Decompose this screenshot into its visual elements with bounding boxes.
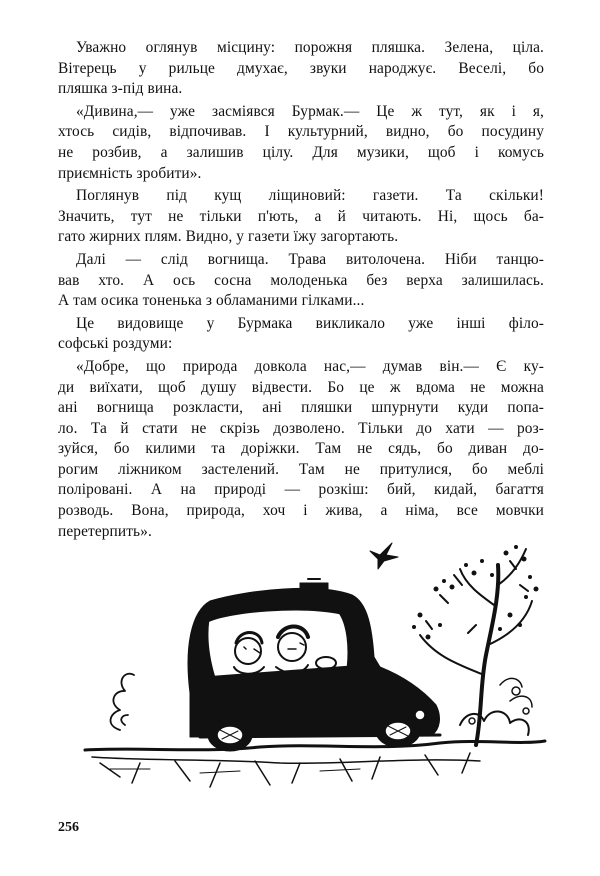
text-line: рогим ліжником застелений. Там не притулися, бо меблі	[58, 460, 544, 478]
text-line: пляшка з-під вина.	[58, 80, 183, 98]
paragraph-2	[58, 102, 544, 184]
text-line: Поглянув під кущ ліщиновий: газети. Та скільки!	[76, 187, 544, 205]
text-line: ди виїхати, щоб душу відвести. Бо це ж вдома не можна	[58, 378, 544, 396]
text-line: А там осика тоненька з обламаними гілками...	[58, 292, 365, 310]
paragraph-6	[58, 357, 544, 542]
text-line: Це видовище у Бурмака викликало уже інші філо-	[76, 314, 544, 332]
text-line: зуйся, бо килими та доріжки. Там не сядь, бо диван до-	[58, 440, 544, 458]
car-in-forest-illustration	[80, 525, 550, 800]
text-line: Значить, тут не тільки п'ють, а й читають. Ні, щось ба-	[58, 207, 544, 225]
text-line: Уважно оглянув місцину: порожня пляшка. Зелена, ціла.	[76, 39, 544, 56]
text-line: приємність зробити».	[58, 164, 202, 182]
page-number: 256	[58, 820, 79, 835]
text-line: вав хто. А ось сосна молоденька без верха залишилась.	[58, 271, 544, 289]
text-line: ані вогнища розкласти, ані пляшки шпурнути куди попа-	[58, 399, 544, 417]
ground-illustration	[85, 741, 545, 787]
body-text	[58, 38, 544, 544]
text-line: поліровані. А на природі — розкіш: бий, кидай, багаття	[58, 481, 544, 499]
text-line: софські роздуми:	[58, 335, 173, 353]
car-illustration	[188, 579, 440, 737]
text-line: гато жирних плям. Видно, у газети їжу загортають.	[58, 228, 399, 246]
text-line: Далі — слід вогнища. Трава витолочена. Ніби танцю-	[76, 250, 544, 268]
text-line: ло. Та й стати не скрізь дозволено. Тільки до хати — роз-	[58, 419, 544, 437]
exhaust-smoke-illustration	[111, 674, 134, 730]
text-line: хтось сидів, відпочивав. І культурний, видно, бо посудину	[58, 123, 544, 141]
text-line: не розбив, а залишив цілу. Для музики, щоб і комусь	[58, 143, 544, 161]
paragraph-4	[58, 250, 544, 312]
paragraph-5	[58, 314, 544, 355]
text-line: «Дивина,— уже засміявся Бурмак.— Це ж тут, як і я,	[76, 102, 544, 120]
text-line: перетерпить».	[58, 522, 152, 540]
paragraph-3	[58, 186, 544, 248]
text-line: Вітерець у рильце дмухає, звуки народжує. Веселі, бо	[58, 59, 544, 77]
paragraph-1	[58, 38, 544, 100]
text-line: розводь. Вона, природа, хоч і жива, а німа, все мовчки	[58, 502, 544, 520]
text-line: «Добре, що природа довкола нас,— думав він.— Є ку-	[76, 357, 544, 375]
